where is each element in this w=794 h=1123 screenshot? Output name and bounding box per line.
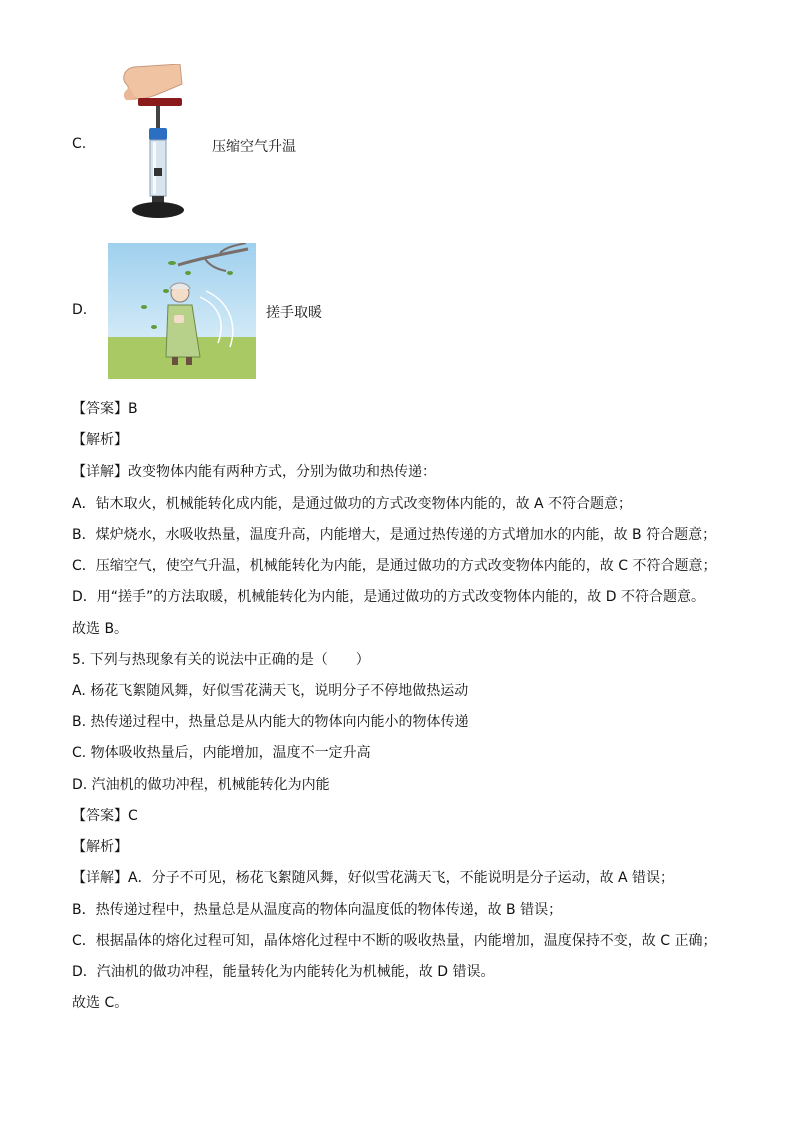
q5-detail-line: 【详解】A．分子不可见，杨花飞絮随风舞，好似雪花满天飞，不能说明是分子运动，故 A 错误； (72, 870, 675, 886)
q5-option-a: A. 杨花飞絮随风舞，好似雪花满天飞，说明分子不停地做热运动 (72, 683, 469, 699)
q4-conclusion: 故选 B。 (72, 621, 129, 637)
q5-conclusion: 故选 C。 (72, 995, 129, 1011)
q5-option-d: D. 汽油机的做功冲程，机械能转化为内能 (72, 777, 330, 793)
q5-option-c: C. 物体吸收热量后，内能增加，温度不一定升高 (72, 745, 371, 761)
q4-detail-line: 【详解】改变物体内能有两种方式，分别为做功和热传递： (72, 464, 436, 480)
q5-answer: 【答案】C (72, 808, 138, 824)
q4-detail-line: A．钻木取火，机械能转化成内能，是通过做功的方式改变物体内能的，故 A 不符合题意； (72, 496, 633, 512)
q4-detail-line: D．用“搓手”的方法取暖，机械能转化为内能，是通过做功的方式改变物体内能的，故 D 不符合题意。 (72, 589, 705, 605)
option-d-letter: D. (72, 302, 88, 318)
q4-detail-line: C．压缩空气，使空气升温，机械能转化为内能，是通过做功的方式改变物体内能的，故 C 不符合题意； (72, 558, 717, 574)
q5-analysis-label: 【解析】 (72, 839, 128, 855)
q5-detail-line: B．热传递过程中，热量总是从温度高的物体向温度低的物体传递，故 B 错误； (72, 902, 563, 918)
rubbing-hands-figure (108, 243, 256, 379)
q4-answer: 【答案】B (72, 401, 138, 417)
air-pump-figure (110, 64, 190, 222)
option-c-caption: 压缩空气升温 (212, 139, 296, 155)
q5-stem: 5. 下列与热现象有关的说法中正确的是（ ） (72, 652, 370, 668)
option-c-letter: C. (72, 136, 87, 152)
q4-analysis-label: 【解析】 (72, 432, 128, 448)
q5-detail-line: C．根据晶体的熔化过程可知，晶体熔化过程中不断的吸收热量，内能增加，温度保持不变，故 C 正确； (72, 933, 717, 949)
q5-option-b: B. 热传递过程中，热量总是从内能大的物体向内能小的物体传递 (72, 714, 469, 730)
q5-detail-line: D．汽油机的做功冲程，能量转化为内能转化为机械能，故 D 错误。 (72, 964, 495, 980)
q4-detail-line: B．煤炉烧水，水吸收热量，温度升高，内能增大，是通过热传递的方式增加水的内能，故 B 符合题意； (72, 527, 717, 543)
option-d-caption: 搓手取暖 (266, 305, 322, 321)
